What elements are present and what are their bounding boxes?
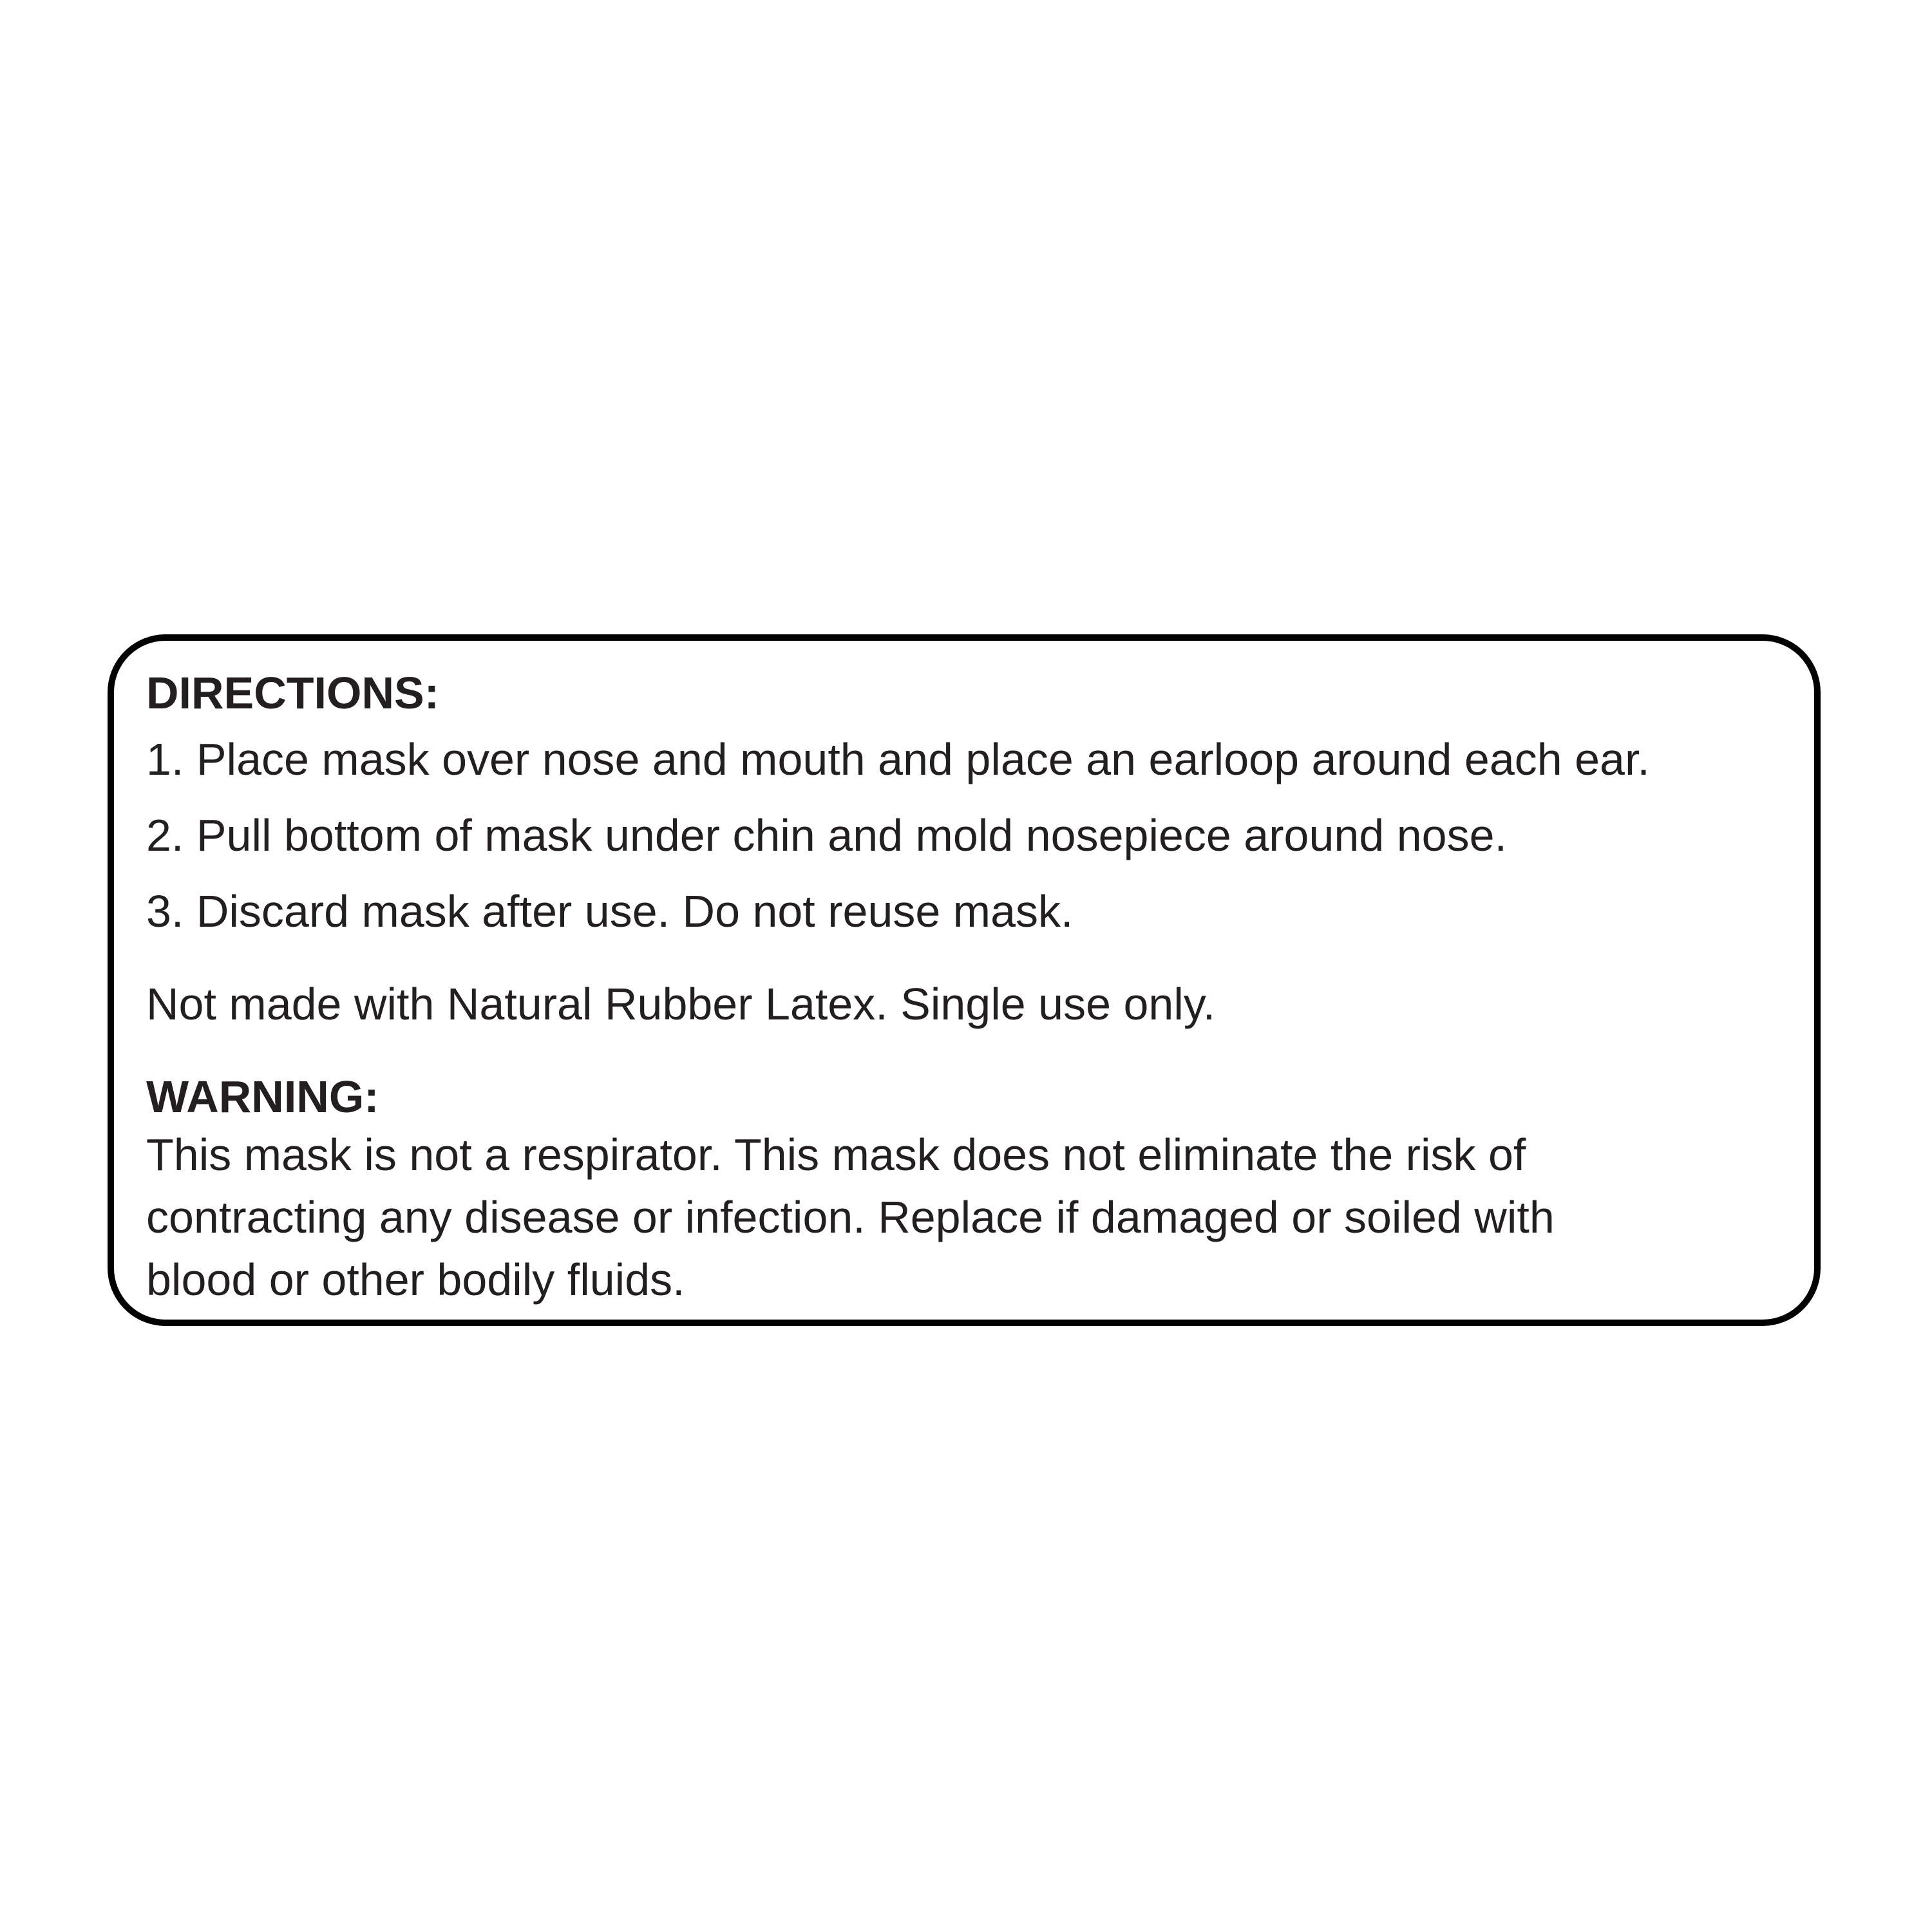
warning-line: blood or other bodily fluids. xyxy=(146,1255,685,1305)
directions-heading: DIRECTIONS: xyxy=(146,668,439,718)
warning-line: This mask is not a respirator. This mask does not eliminate the risk of xyxy=(146,1130,1526,1180)
warning-line: contracting any disease or infection. Replace if damaged or soiled with xyxy=(146,1192,1555,1242)
latex-note: Not made with Natural Rubber Latex. Single use only. xyxy=(146,979,1216,1029)
warning-text xyxy=(146,1124,1795,1311)
warning-heading: WARNING: xyxy=(146,1072,379,1122)
direction-step: 1. Place mask over nose and mouth and place an earloop around each ear. xyxy=(146,734,1650,784)
direction-step: 2. Pull bottom of mask under chin and mold nosepiece around nose. xyxy=(146,810,1507,860)
direction-step: 3. Discard mask after use. Do not reuse mask. xyxy=(146,886,1074,936)
